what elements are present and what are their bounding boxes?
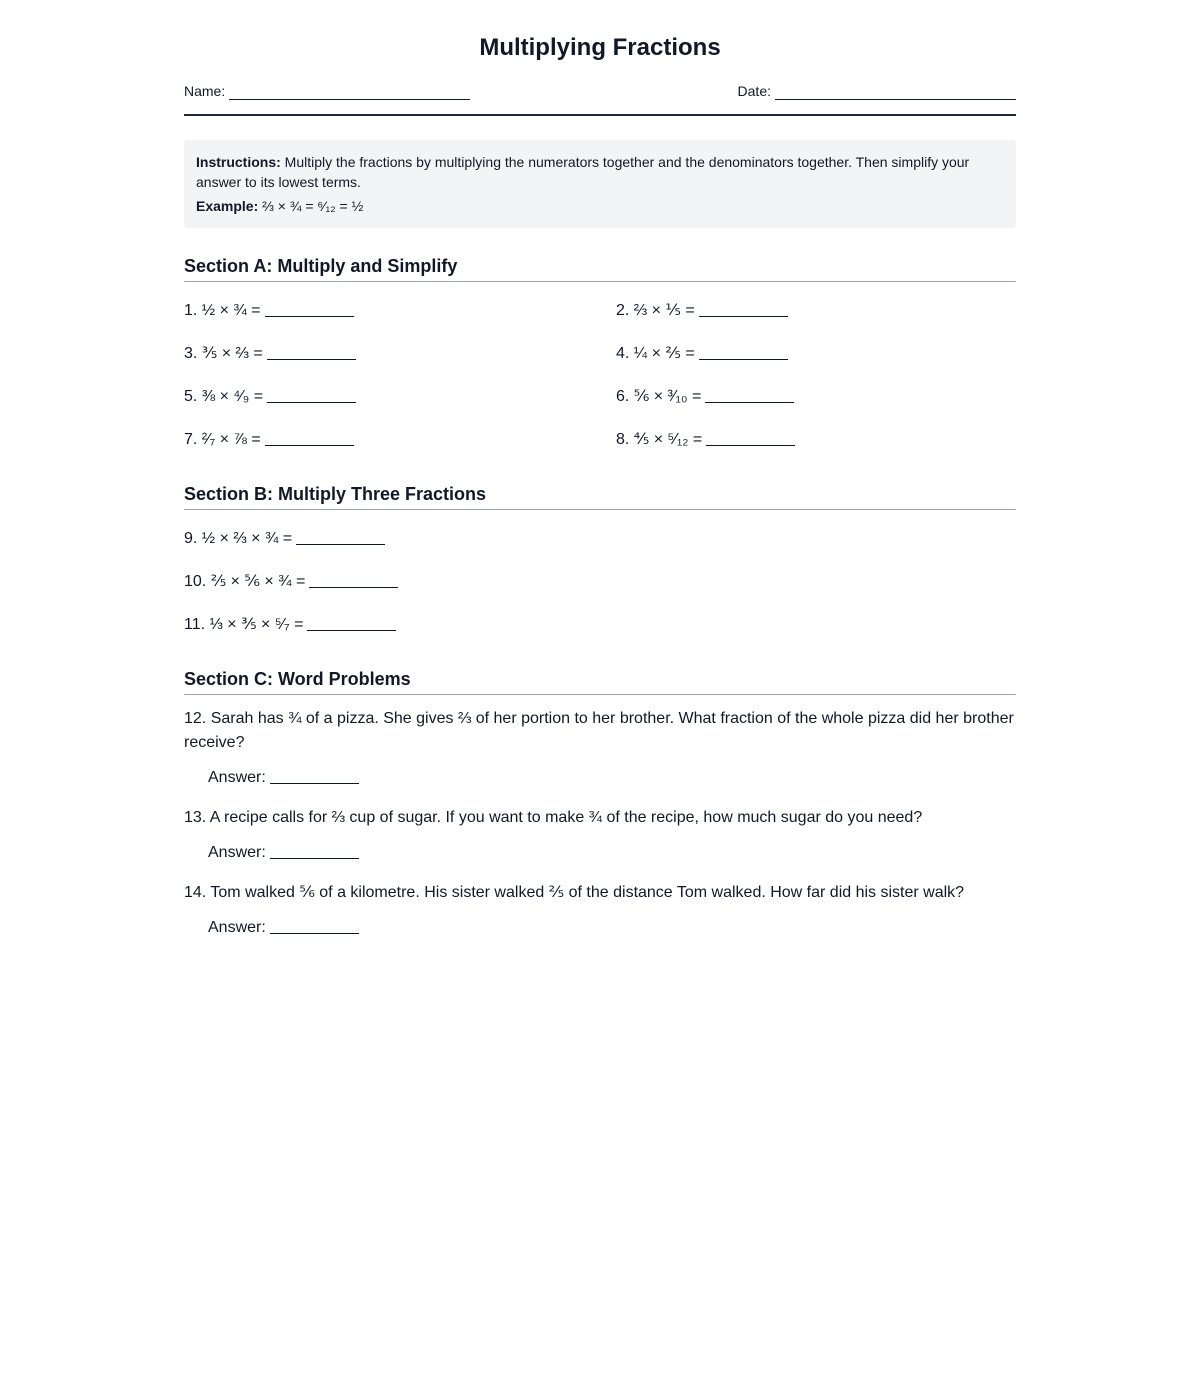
answer-row bbox=[208, 763, 1016, 790]
word-problem-text: 14. Tom walked ⅚ of a kilometre. His sister walked ⅖ of the distance Tom walked. How far did his sister walk? bbox=[184, 884, 965, 901]
problem-item bbox=[184, 425, 616, 452]
date-label: Date: bbox=[737, 83, 771, 99]
word-problem bbox=[184, 707, 1016, 790]
answer-blank[interactable] bbox=[296, 526, 385, 545]
word-problem-text: 12. Sarah has ¾ of a pizza. She gives ⅔ of her portion to her brother. What fraction of the whole pizza did her brother receive? bbox=[184, 710, 1014, 751]
section-c-problems bbox=[184, 707, 1016, 940]
instructions-box bbox=[184, 140, 1016, 228]
name-label: Name: bbox=[184, 83, 226, 99]
problem-item bbox=[616, 339, 1016, 366]
problem-item bbox=[184, 382, 616, 409]
problem-item bbox=[184, 610, 1016, 637]
instructions-label: Instructions: bbox=[196, 154, 281, 170]
answer-label: Answer: bbox=[208, 919, 266, 936]
answer-blank[interactable] bbox=[267, 341, 356, 360]
section-b-problems bbox=[184, 524, 1016, 637]
answer-label: Answer: bbox=[208, 844, 266, 861]
answer-row bbox=[208, 838, 1016, 865]
word-problem-text: 13. A recipe calls for ⅔ cup of sugar. If you want to make ¾ of the recipe, how much sugar do you need? bbox=[184, 809, 923, 826]
answer-row bbox=[208, 913, 1016, 940]
problem-item bbox=[616, 296, 1016, 323]
problem-text: 9. ½ × ⅔ × ¾ = bbox=[184, 530, 293, 547]
date-line[interactable] bbox=[775, 84, 1016, 100]
problem-item bbox=[184, 296, 616, 323]
example-label: Example: bbox=[196, 198, 259, 214]
problem-text: 1. ½ × ¾ = bbox=[184, 302, 261, 319]
answer-blank[interactable] bbox=[265, 427, 354, 446]
answer-blank[interactable] bbox=[270, 765, 359, 784]
answer-blank[interactable] bbox=[267, 384, 356, 403]
answer-blank[interactable] bbox=[307, 612, 396, 631]
answer-blank[interactable] bbox=[699, 298, 788, 317]
problem-text: 10. ⅖ × ⅚ × ¾ = bbox=[184, 573, 306, 590]
answer-blank[interactable] bbox=[270, 915, 359, 934]
answer-label: Answer: bbox=[208, 769, 266, 786]
section-b-title: Section B: Multiply Three Fractions bbox=[184, 482, 1016, 510]
answer-blank[interactable] bbox=[706, 427, 795, 446]
answer-blank[interactable] bbox=[265, 298, 354, 317]
problem-text: 5. ⅜ × ⁴⁄₉ = bbox=[184, 388, 264, 405]
header-row bbox=[184, 82, 1016, 116]
section-a-title: Section A: Multiply and Simplify bbox=[184, 254, 1016, 282]
date-field-group bbox=[738, 82, 1016, 100]
answer-blank[interactable] bbox=[699, 341, 788, 360]
word-problem bbox=[184, 806, 1016, 865]
section-a-problems bbox=[184, 296, 1016, 452]
problem-text: 7. ²⁄₇ × ⅞ = bbox=[184, 431, 261, 448]
problem-item bbox=[616, 382, 1016, 409]
page-title: Multiplying Fractions bbox=[479, 34, 721, 61]
answer-blank[interactable] bbox=[270, 840, 359, 859]
problem-text: 6. ⅚ × ³⁄₁₀ = bbox=[616, 388, 702, 405]
instructions-text: Multiply the fractions by multiplying the numerators together and the denominators together. Then simplify your answer to its lowest terms. bbox=[196, 154, 970, 190]
example-paragraph bbox=[196, 196, 1004, 216]
name-field-group bbox=[184, 82, 470, 100]
word-problem bbox=[184, 881, 1016, 940]
answer-blank[interactable] bbox=[309, 569, 398, 588]
problem-text: 11. ⅓ × ⅗ × ⁵⁄₇ = bbox=[184, 616, 304, 633]
problem-item bbox=[184, 339, 616, 366]
problem-item bbox=[184, 524, 1016, 551]
answer-blank[interactable] bbox=[705, 384, 794, 403]
problem-text: 2. ⅔ × ⅕ = bbox=[616, 302, 695, 319]
problem-item bbox=[616, 425, 1016, 452]
problem-text: 4. ¼ × ⅖ = bbox=[616, 345, 695, 362]
instructions-paragraph bbox=[196, 152, 1004, 192]
example-text: ⅔ × ¾ = ⁶⁄₁₂ = ½ bbox=[262, 198, 364, 214]
problem-text: 3. ⅗ × ⅔ = bbox=[184, 345, 263, 362]
section-c-title: Section C: Word Problems bbox=[184, 667, 1016, 695]
worksheet-page bbox=[184, 0, 1016, 940]
problem-item bbox=[184, 567, 1016, 594]
problem-text: 8. ⅘ × ⁵⁄₁₂ = bbox=[616, 431, 703, 448]
name-line[interactable] bbox=[229, 84, 470, 100]
